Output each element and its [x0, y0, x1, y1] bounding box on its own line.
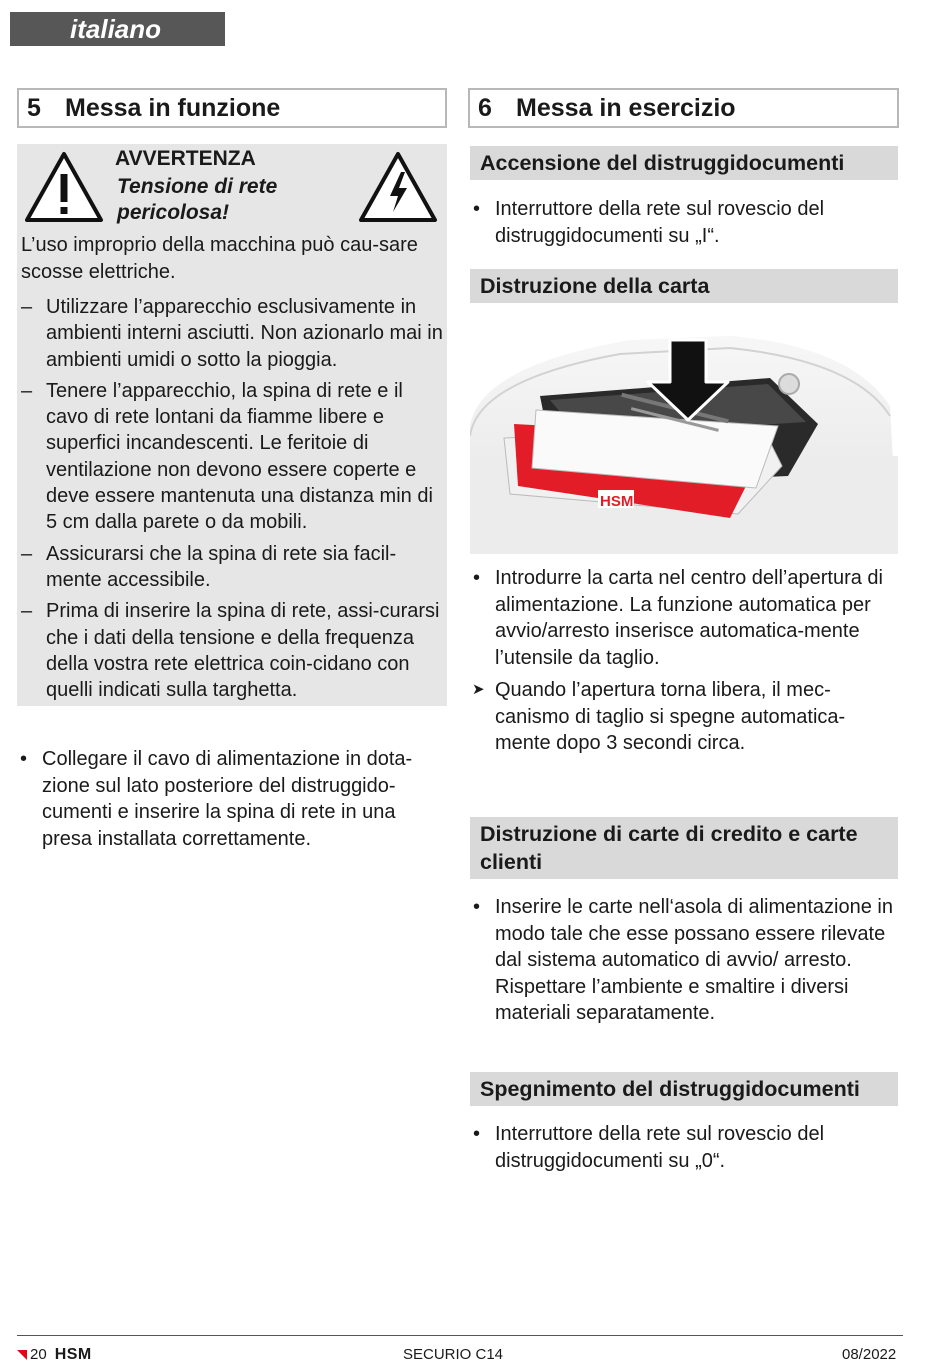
footer-left	[17, 1345, 92, 1365]
list-item: – Tenere l’apparecchio, la spina di rete e il cavo di rete lontani da fiamme libere e superfici incandescenti. Le feritoie di ventilazione non devono essere coperte e deve essere mantenuta una distanza min di 5 cm dalla parete o da mobili.	[21, 378, 445, 536]
section-title-text: Messa in esercizio	[516, 94, 736, 122]
list-item-line: Rispettare l’ambiente e smaltire i diversi materiali separatamente.	[495, 975, 849, 1024]
list-item: – Prima di inserire la spina di rete, assi-curarsi che i dati della tensione e della frequenza della vostra rete elettrica coin-cidano con quelli indicati sulla targhetta.	[21, 598, 445, 703]
footer-product: SECURIO C14	[403, 1346, 504, 1363]
subheading-power-on: Accensione del distruggidocumenti	[470, 146, 898, 180]
list-item: • Introdurre la carta nel centro dell’apertura di alimentazione. La funzione automatica per avvio/arresto inserisce automatica-mente l’utensile da taglio.	[470, 565, 900, 671]
warning-text: L’uso improprio della macchina può cau-sare scosse elettriche.	[21, 234, 418, 283]
list-item: • Interruttore della rete sul rovescio del distruggidocumenti su „I“.	[470, 196, 900, 249]
warning-list	[21, 294, 445, 708]
list-item: • Collegare il cavo di alimentazione in dota-zione sul lato posteriore del distruggido-cumenti e inserire la spina di rete in una presa installata correttamente.	[17, 746, 447, 852]
section-title-text: Messa in funzione	[65, 94, 281, 122]
footer-divider	[17, 1335, 903, 1336]
list-item	[470, 894, 900, 1027]
warning-triangle-icon	[23, 150, 105, 224]
page-number: 20	[30, 1346, 47, 1363]
footer-logo: HSM	[54, 1346, 92, 1363]
section-5-title	[17, 88, 447, 128]
subheading-paper-shredding: Distruzione della carta	[470, 269, 898, 303]
list-item-line: Inserire le carte nell‘asola di alimentazione in modo tale che esse possano essere rilevate dal sistema automatico di avvio/ arresto.	[495, 896, 893, 971]
section-number: 6	[478, 94, 492, 122]
red-corner-icon	[17, 1350, 27, 1360]
list-item: – Assicurarsi che la spina di rete sia facil-mente accessibile.	[21, 541, 445, 594]
left-bullet-list	[17, 746, 447, 858]
shredder-illustration	[470, 326, 898, 554]
subheading-credit-cards: Distruzione di carte di credito e carte clienti	[470, 817, 898, 879]
list-item: • Interruttore della rete sul rovescio del distruggidocumenti su „0“.	[470, 1121, 900, 1174]
footer-date: 08/2022	[842, 1346, 897, 1363]
result-item: ➤ Quando l’apertura torna libera, il mec-canismo di taglio si spegne automatica-mente dopo 3 secondi circa.	[470, 677, 900, 757]
section-6-title	[468, 88, 899, 128]
subheading-power-off: Spegnimento del distruggidocumenti	[470, 1072, 898, 1106]
section-number: 5	[27, 94, 41, 122]
electric-hazard-icon	[357, 150, 439, 224]
credit-cards-list	[470, 894, 900, 1033]
power-on-list	[470, 196, 900, 255]
warning-title: AVVERTENZA	[115, 147, 256, 170]
warning-box	[17, 144, 447, 706]
paper-shredding-list	[470, 565, 900, 763]
power-off-list	[470, 1121, 900, 1180]
brand-logo-text: HSM	[600, 493, 634, 510]
list-item: – Utilizzare l’apparecchio esclusivamente in ambienti interni asciutti. Non azionarlo mai in ambienti umidi o sotto la pioggia.	[21, 294, 445, 373]
warning-subtitle: Tensione di rete pericolosa!	[117, 175, 278, 224]
language-tab: italiano	[10, 12, 225, 46]
